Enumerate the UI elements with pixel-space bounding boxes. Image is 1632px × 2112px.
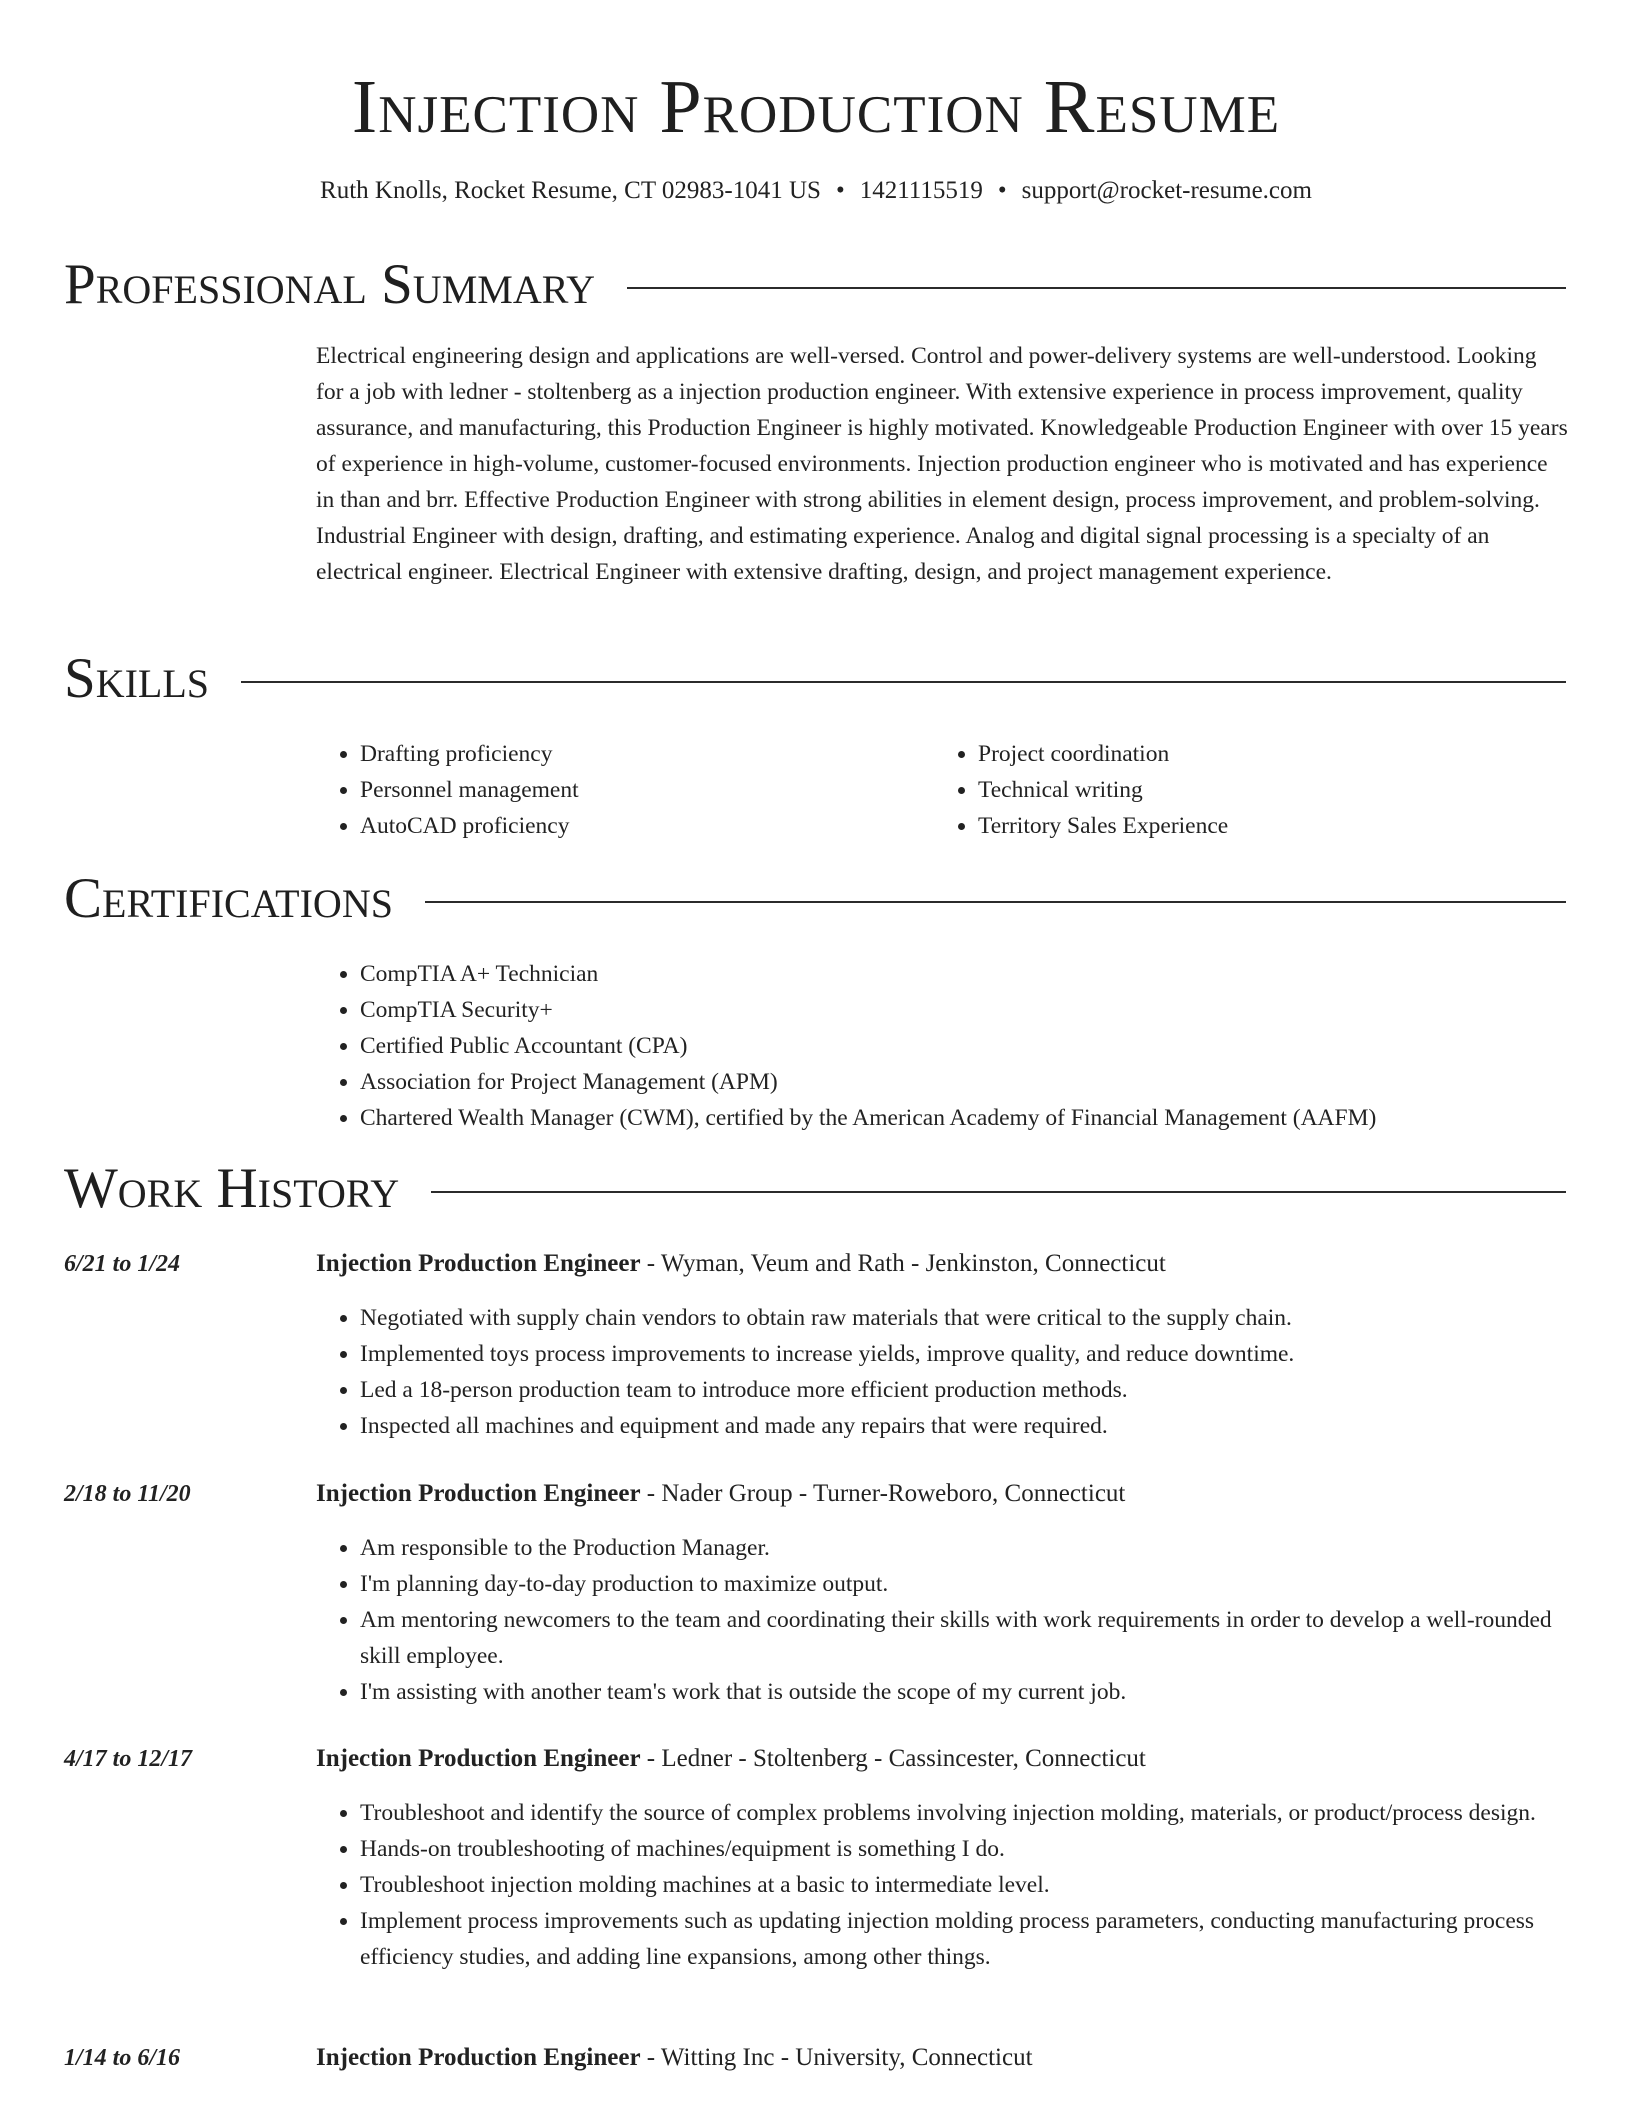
job-title-line	[316, 1246, 1568, 1282]
skill-item: • Project coordination	[978, 736, 1552, 772]
skill-item: • Drafting proficiency	[360, 736, 934, 772]
section-heading: Skills	[64, 647, 210, 710]
section-work-history	[64, 1156, 1566, 1222]
skill-item: • Technical writing	[978, 772, 1552, 808]
job-bullets	[316, 1300, 1568, 1444]
skills-list	[316, 736, 1568, 844]
job-bullet: • I'm planning day-to-day production to maximize output.	[360, 1566, 1568, 1602]
job-dates: 6/21 to 1/24	[64, 1251, 181, 1277]
summary-text: Electrical engineering design and applications are well-versed. Control and power-delivery systems are well-understood. Looking for a job with ledner - stoltenberg as a injection production engineer. With extensive experience in process improvement, quality assurance, and manufacturing, this Production Engineer is highly motivated. Knowledgeable Production Engineer with over 15 years of experience in high-volume, customer-focused environments. Injection production engineer who is motivated and has experience in than and brr. Effective Production Engineer with strong abilities in element design, process improvement, and problem-solving. Industrial Engineer with design, drafting, and estimating experience. Analog and digital signal processing is a specialty of an electrical engineer. Electrical Engineer with extensive drafting, design, and project management experience.	[316, 343, 1568, 585]
job-bullet: • Hands-on troubleshooting of machines/equipment is something I do.	[360, 1831, 1568, 1867]
job-dates: 4/17 to 12/17	[64, 1746, 193, 1772]
job-dates: 2/18 to 11/20	[64, 1481, 191, 1507]
job-role: Injection Production Engineer	[316, 1745, 641, 1772]
section-professional-summary	[64, 252, 1566, 318]
certification-item: • CompTIA Security+	[360, 992, 1568, 1028]
skill-item: • AutoCAD proficiency	[360, 808, 934, 844]
section-divider	[241, 681, 1566, 683]
section-skills	[64, 646, 1566, 712]
contact-separator: •	[997, 177, 1007, 204]
certification-item: • CompTIA A+ Technician	[360, 956, 1568, 992]
job-employer: - Wyman, Veum and Rath - Jenkinston, Connecticut	[640, 1250, 1166, 1277]
job-bullet: • Implement process improvements such as updating injection molding process parameters, conducting manufacturing process efficiency studies, and adding line expansions, among other things.	[360, 1903, 1568, 1975]
resume-title: Injection Production Resume	[351, 65, 1281, 149]
skill-item: • Personnel management	[360, 772, 934, 808]
contact-email[interactable]: support@rocket-resume.com	[1021, 177, 1312, 204]
job-bullet: • Troubleshoot injection molding machines at a basic to intermediate level.	[360, 1867, 1568, 1903]
section-divider	[425, 901, 1566, 903]
job-bullet: • Am mentoring newcomers to the team and coordinating their skills with work requirements in order to develop a well-rounded skill employee.	[360, 1602, 1568, 1674]
job-bullets	[316, 1530, 1568, 1710]
section-divider	[627, 287, 1566, 289]
section-heading: Work History	[64, 1157, 400, 1220]
job-employer: - Nader Group - Turner-Roweboro, Connecticut	[640, 1480, 1126, 1507]
job-bullet: • I'm assisting with another team's work that is outside the scope of my current job.	[360, 1674, 1568, 1710]
job-bullets	[316, 1795, 1568, 1975]
certification-item: • Chartered Wealth Manager (CWM), certified by the American Academy of Financial Management (AAFM)	[360, 1100, 1568, 1136]
job-dates: 1/14 to 6/16	[64, 2045, 181, 2071]
contact-address: Ruth Knolls, Rocket Resume, CT 02983-1041 US	[320, 177, 821, 204]
section-divider	[431, 1191, 1566, 1193]
job-bullet: • Inspected all machines and equipment and made any repairs that were required.	[360, 1408, 1568, 1444]
skills-column-right	[934, 736, 1552, 844]
job-bullet: • Negotiated with supply chain vendors to obtain raw materials that were critical to the supply chain.	[360, 1300, 1568, 1336]
section-certifications	[64, 866, 1566, 932]
job-bullet: • Am responsible to the Production Manager.	[360, 1530, 1568, 1566]
skill-item: • Territory Sales Experience	[978, 808, 1552, 844]
certifications-list	[316, 956, 1568, 1136]
contact-line	[0, 174, 1632, 208]
job-title-line	[316, 2040, 1568, 2076]
job-role: Injection Production Engineer	[316, 1480, 641, 1507]
job-bullet: • Implemented toys process improvements to increase yields, improve quality, and reduce downtime.	[360, 1336, 1568, 1372]
skills-column-left	[316, 736, 934, 844]
job-employer: - Witting Inc - University, Connecticut	[640, 2044, 1033, 2071]
job-bullet: • Led a 18-person production team to introduce more efficient production methods.	[360, 1372, 1568, 1408]
contact-separator: •	[835, 177, 845, 204]
job-employer: - Ledner - Stoltenberg - Cassincester, Connecticut	[640, 1745, 1146, 1772]
section-heading: Professional Summary	[64, 253, 596, 316]
contact-phone: 1421115519	[859, 177, 983, 204]
certification-item: • Association for Project Management (APM)	[360, 1064, 1568, 1100]
job-title-line	[316, 1741, 1568, 1777]
section-heading: Certifications	[64, 867, 393, 930]
certification-item: • Certified Public Accountant (CPA)	[360, 1028, 1568, 1064]
job-title-line	[316, 1476, 1568, 1512]
job-bullet: • Troubleshoot and identify the source of complex problems involving injection molding, materials, or product/process design.	[360, 1795, 1568, 1831]
job-role: Injection Production Engineer	[316, 1250, 641, 1277]
job-role: Injection Production Engineer	[316, 2044, 641, 2071]
